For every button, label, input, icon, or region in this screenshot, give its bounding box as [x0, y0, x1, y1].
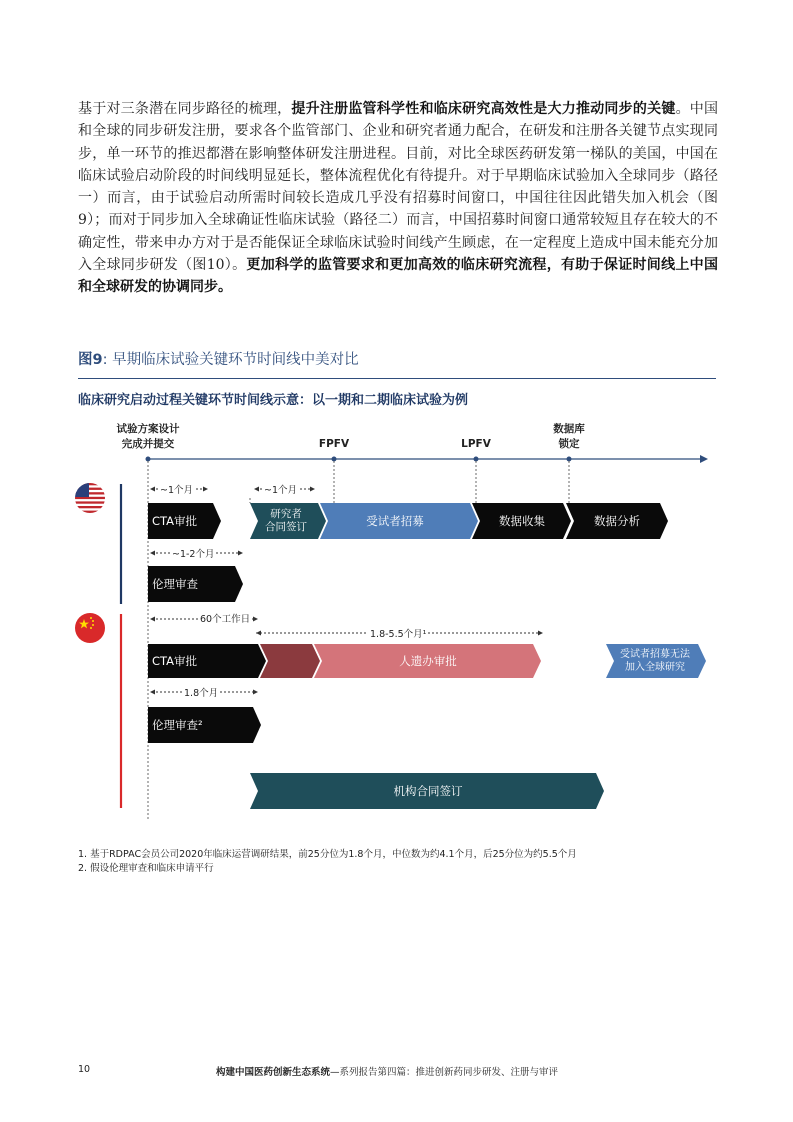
milestone-dot-lpfv	[474, 457, 479, 462]
arrowhead	[150, 617, 155, 622]
arrowhead	[150, 551, 155, 556]
us-cta-label: CTA审批	[152, 514, 198, 528]
arrowhead	[254, 487, 259, 492]
milestone-dot-fpfv	[332, 457, 337, 462]
arrowhead	[203, 487, 208, 492]
cn-ethics-label: 伦理审查²	[152, 718, 203, 732]
cn-hgrac-dark-bar	[260, 644, 320, 678]
page-number: 10	[78, 1064, 91, 1075]
us-ethics-label: 伦理审查	[152, 577, 198, 591]
us-recruit-label: 受试者招募	[366, 514, 424, 528]
us-flag-icon	[75, 483, 105, 513]
milestone-dot-dblock	[567, 457, 572, 462]
body-bold-conclusion: 更加科学的监管要求和更加高效的临床研究流程，有助于保证时间线上中国和全球研发的协调同步。	[78, 257, 718, 296]
arrowhead	[253, 617, 258, 622]
footer-title-rest: —系列报告第四篇：推进创新药同步研发、注册与审评	[330, 1067, 559, 1078]
arrowhead	[256, 631, 261, 636]
footnote-1: 1. 基于RDPAC会员公司2020年临床运营调研结果，前25分位为1.8个月，中位数为约4.1个月，后25分位为约5.5个月	[78, 849, 577, 860]
arrowhead	[253, 690, 258, 695]
arrowhead	[238, 551, 243, 556]
cn-site-contract-label: 机构合同签订	[393, 784, 463, 798]
us-analysis-label: 数据分析	[594, 514, 640, 528]
figure-title-text: 早期临床试验关键环节时间线中美对比	[112, 352, 359, 368]
cn-cta-duration: 60个工作日	[198, 611, 252, 625]
arrowhead	[150, 690, 155, 695]
cn-hgrac-label: 人遗办审批	[399, 654, 457, 668]
milestone-lpfv-label: LPFV	[461, 438, 491, 450]
body-bold-key-point: 提升注册监管科学性和临床研究高效性是大力推动同步的关键	[291, 101, 676, 117]
body-text-intro: 基于对三条潜在同步路径的梳理，	[78, 101, 292, 117]
figure-number: 图9	[78, 352, 103, 368]
cn-cannot-join-label: 受试者招募无法 加入全球研究	[620, 649, 690, 673]
cn-flag-icon	[75, 613, 105, 643]
cn-cta-label: CTA审批	[152, 654, 198, 668]
cn-hgrac-duration: 1.8-5.5个月¹	[368, 626, 428, 640]
arrowhead	[538, 631, 543, 636]
us-ethics-duration: ~1-2个月	[170, 546, 216, 560]
us-contract-label: 研究者 合同签订	[265, 508, 307, 533]
timeline-axis-arrowhead	[700, 455, 708, 463]
milestone-protocol-label: 试验方案设计 完成并提交	[116, 423, 180, 450]
arrowhead	[150, 487, 155, 492]
milestone-fpfv-label: FPFV	[318, 438, 350, 450]
cn-ethics-duration: 1.8个月	[182, 685, 220, 699]
footer-title	[216, 1064, 558, 1078]
us-collect-label: 数据收集	[499, 514, 545, 528]
footnote-2: 2. 假设伦理审查和临床申请平行	[78, 863, 214, 874]
figure-colon: :	[102, 352, 108, 368]
arrowhead	[310, 487, 315, 492]
milestone-dblock-label: 数据库 锁定	[553, 423, 585, 450]
us-contract-duration: ~1个月	[262, 482, 299, 496]
figure-subtitle: 临床研究启动过程关键环节时间线示意：以一期和二期临床试验为例	[78, 393, 469, 408]
milestone-dot-protocol	[146, 457, 151, 462]
footer-title-bold: 构建中国医药创新生态系统	[216, 1067, 331, 1078]
us-cta-duration: ~1个月	[158, 482, 195, 496]
body-text-main: 。中国和全球的同步研发注册，要求各个监管部门、企业和研究者通力配合，在研发和注册各关键节点实现同步，单一环节的推迟都潜在影响整体研发注册进程。目前，对比全球医药研发第一梯队的美国，中国在临床试验启动阶段的时间线明显延长，整体流程优化有待提升。对于早期临床试验加入全球同步（路径一）而言，由于试验启动所需时间较长造成几乎没有招募时间窗口，中国往往因此错失加入机会（图9）；而对于同步加入全球确证性临床试验（路径二）而言，中国招募时间窗口通常较短且存在较大的不确定性，带来申办方对于是否能保证全球临床试验时间线产生顾虑，在一定程度上造成中国未能充分加入全球同步研发（图10）。	[78, 101, 719, 274]
